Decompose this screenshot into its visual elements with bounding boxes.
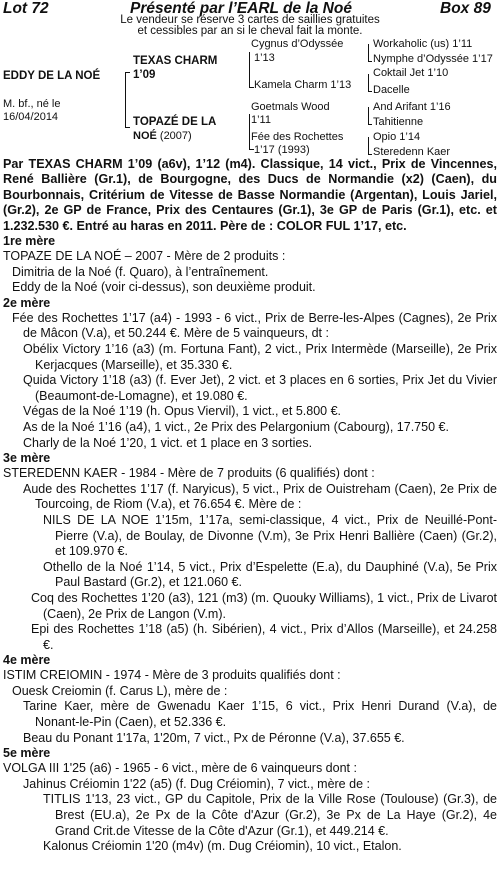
section-1re-mere: 1re mère — [3, 234, 56, 249]
m3-grandchild-2: Othello de la Noé 1’14, 5 vict., Prix d’Espelette (E.a), du Dauphiné (V.a), 5e Prix Paul Bastard (Gr.2), et 121.060 €. — [43, 559, 497, 590]
seller-note-line1: Le vendeur se réserve 3 cartes de saillies gratuites — [120, 14, 380, 26]
dam-sire: Goetmals Wood — [251, 101, 330, 113]
bracket-sd — [368, 74, 369, 92]
horse-name: EDDY DE LA NOÉ — [3, 70, 101, 82]
bracket-sire — [249, 52, 250, 88]
m3-grandchild-1: NILS DE LA NOE 1’15m, 1’17a, semi-classique, 4 vict., Prix de Neuillé-Pont-Pierre (V.a), de Boulay, de Divonne (V.m), 3e Prix Henri Ballière (Caen) (Gr.2), et 109.970 €. — [43, 512, 497, 559]
m1-child-2: Eddy de la Noé (voir ci-dessus), son deuxième produit. — [12, 280, 316, 295]
m4-child-1: Ouesk Creiomin (f. Carus L), mère de : — [12, 683, 228, 698]
m5-child-1: Jahinus Créiomin 1'22 (a5) (f. Dug Créiomin), 7 vict., mère de : — [23, 776, 370, 791]
dam-dam-sire: Opio 1’14 — [373, 131, 421, 143]
sire-dam-sire: Coktail Jet 1’10 — [373, 67, 449, 79]
m2-child-4: As de la Noé 1’16 (a4), 1 vict., 2e Prix des Pelargonium (Cabourg), 17.750 €. — [23, 419, 449, 434]
bracket-gen1 — [125, 72, 126, 128]
bracket-ds — [368, 107, 369, 125]
m2-child-1: Obélix Victory 1’16 (a3) (m. Fortuna Fant), 2 vict., Prix Intermède (Marseille), 2e Prix Kerjacques (Marseille), et 35.330 €. — [23, 342, 497, 372]
m1-child-1: Dimitria de la Noé (f. Quaro), à l’entraînement. — [12, 264, 269, 279]
m2-main: Fée des Rochettes 1’17 (a4) - 1993 - 6 vict., Prix de Berre-les-Alpes (Cagnes), 2e Prix de Mâcon (V.a), et 50.244 €. Mère de 5 vainqueurs, dt : — [12, 310, 497, 341]
section-4e-mere: 4e mère — [3, 653, 51, 668]
dam-sire-sire: And Arifant 1’16 — [373, 101, 451, 113]
m3-child-3: Epi des Rochettes 1’18 (a5) (h. Sibérien), 4 vict., Prix d’Allos (Marseille), et 24.258 €. — [31, 622, 497, 652]
horse-info-2: 16/04/2014 — [3, 111, 59, 123]
m5-grandchild-2: Kalonus Créiomin 1'20 (m4v) (m. Dug Créiomin), 10 vict., Etalon. — [43, 839, 402, 854]
section-3e-mere: 3e mère — [3, 451, 51, 466]
page-title: Présenté par l’EARL de la Noé — [130, 0, 352, 17]
bracket-ss — [368, 44, 369, 62]
bracket-ss-b — [368, 61, 372, 62]
bracket-ds-b — [368, 124, 372, 125]
dam-dam-dam: Steredenn Kaer — [373, 146, 451, 158]
sire-sire-sire: Workaholic (us) 1’11 — [373, 38, 473, 50]
bracket-dd — [368, 137, 369, 155]
sire-dam-dam: Dacelle — [373, 84, 410, 96]
m5-main: VOLGA III 1'25 (a6) - 1965 - 6 vict., mère de 6 vainqueurs dont : — [3, 761, 357, 776]
m2-child-3: Végas de la Noé 1’19 (h. Opus Viervil), 1 vict., et 5.800 €. — [23, 404, 341, 419]
m3-main: STEREDENN KAER - 1984 - Mère de 7 produits (6 qualifiés) dont : — [3, 466, 375, 481]
sire-sire: Cygnus d’Odyssée — [251, 38, 344, 50]
m4-grandchild-1: Tarine Kaer, mère de Gwenadu Kaer 1’15, 6 vict., Prix Henri Durand (V.a), de Nonant-le-Pin (Caen), et 52.336 €. — [23, 699, 497, 730]
sire-sire-time: 1’13 — [254, 52, 275, 64]
sire-description: Par TEXAS CHARM 1’09 (a6v), 1’12 (m4). Classique, 14 vict., Prix de Vincennes, René Ballière (Gr.1), de Bourgogne, des Ducs de Normandie (x2) (Caen), du Bourbonnais, Critérium de Vitesse de Basse Normandie (Argentan), Louis Jariel, (Gr.2), 2e GP de France, Prix des Centaures (Gr.1), 3e GP de Paris (Gr.1), etc. et 1.232.530 €. Entré au haras en 2011. Père de : COLOR FUL 1’17, etc. — [3, 157, 497, 233]
section-2e-mere: 2e mère — [3, 295, 51, 310]
m4-child-2: Beau du Ponant 1'17a, 1'20m, 7 vict., Px de Péronne (V.a), 37.655 €. — [23, 730, 405, 745]
bracket-dam — [249, 114, 250, 150]
sire-year: 1’09 — [133, 69, 156, 81]
sire-dam: Kamela Charm 1’13 — [254, 79, 352, 91]
dam-sire-time: 1’11 — [251, 114, 271, 126]
m5-grandchild-1: TITLIS 1'13, 23 vict., GP du Capitole, Prix de la Ville Rose (Toulouse) (Gr.3), de Brest (EU.a), 2e Px de la Côte d'Azur (Gr.2), 3e Px de La Haye (Gr.2), 4e Grand Crit.de Vitesse de la Côte d'Azur (Gr.1), et 449.214 €. — [43, 792, 497, 838]
m1-main: TOPAZE DE LA NOÉ – 2007 - Mère de 2 produits : — [3, 249, 286, 264]
sire-name: TEXAS CHARM — [133, 55, 218, 67]
dam-name-line2: NOÉ (2007) — [133, 130, 192, 142]
m2-child-5: Charly de la Noé 1’20, 1 vict. et 1 place en 3 sorties. — [23, 435, 313, 450]
m2-child-2: Quida Victory 1’18 (a3) (f. Ever Jet), 2 vict. et 3 places en 6 sorties, Prix Jet du Vivier (Beaumont-de-Lomagne), et 19.080 €. — [23, 373, 497, 403]
bracket-gen1-bottom — [125, 127, 130, 128]
dam-dam: Fée des Rochettes — [251, 131, 344, 143]
box-number: Box 89 — [440, 0, 491, 17]
m3-child-1: Aude des Rochettes 1’17 (f. Naryicus), 5 vict., Prix de Ouistreham (Caen), 2e Prix de Tourcoing, de Riom (V.a), et 76.654 €. Mère de : — [23, 481, 497, 512]
m4-main: ISTIM CREIOMIN - 1974 - Mère de 3 produits qualifiés dont : — [3, 668, 341, 683]
bracket-gen1-top — [125, 72, 130, 73]
dam-dam-time: 1’17 (1993) — [254, 144, 310, 156]
dam-name: TOPAZÉ DE LA — [133, 116, 217, 128]
bracket-sd-b — [368, 91, 372, 92]
seller-note-line2: et cessibles par an si le cheval fait la monte. — [137, 25, 363, 37]
document-body — [3, 157, 497, 855]
bracket-dd-b — [368, 154, 372, 155]
dam-sire-dam: Tahitienne — [373, 116, 424, 128]
sire-sire-dam: Nymphe d’Odyssée 1’17 — [373, 53, 493, 65]
section-5e-mere: 5e mère — [3, 746, 51, 761]
lot-number: Lot 72 — [3, 0, 49, 17]
horse-info-1: M. bf., né le — [3, 98, 61, 110]
m3-child-2: Coq des Rochettes 1’20 (a3), 121 (m3) (m. Quouky Williams), 1 vict., Prix de Livarot (Caen), 2e Prix de Langon (V.m). — [31, 590, 497, 621]
